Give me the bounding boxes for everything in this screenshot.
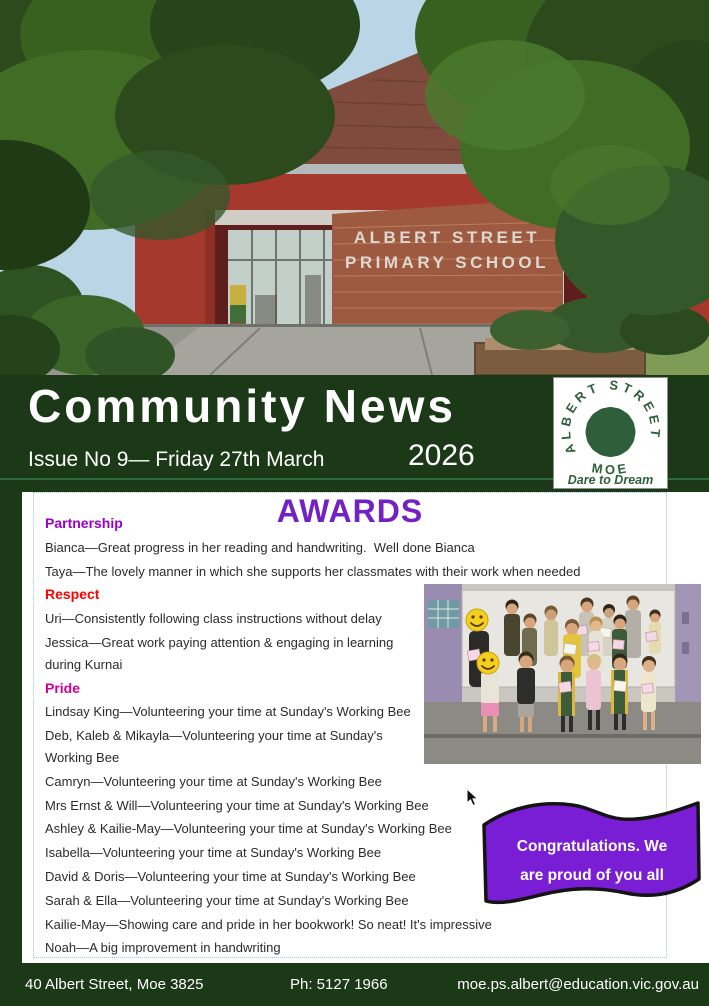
footer-address: 40 Albert Street, Moe 3825 [25,976,204,993]
award-entry: David & Doris—Volunteering your time at Sunday's Working Bee [45,868,416,884]
school-sign-line2: PRIMARY SCHOOL [345,253,549,272]
newsletter-title: Community News [28,380,456,432]
award-entry: Uri—Consistently following class instructions without delay [45,611,382,627]
classroom-poster [428,600,459,628]
award-entry: Kailie-May—Showing care and pride in her bookwork! So neat! It's impressive [45,916,492,932]
footer-email: moe.ps.albert@education.vic.gov.au [457,976,699,993]
award-entry: Noah—A big improvement in handwriting [45,940,281,956]
logo-sun-icon [585,406,637,458]
award-entry: Camryn—Volunteering your time at Sunday's Working Bee [45,773,382,789]
section-label-respect: Respect [45,586,100,603]
logo-arc-text: ALBERT STREET [557,378,664,457]
school-entrance-photo [0,0,709,375]
issue-line: Issue No 9— Friday 27th March [28,448,325,471]
award-entry: Lindsay King—Volunteering your time at Sunday's Working Bee [45,704,411,720]
section-label-pride: Pride [45,679,81,696]
congratulations-banner [476,795,707,917]
award-entry: Jessica—Great work paying attention & engaging in learning during Kurnai [45,634,397,672]
section-label-partnership: Partnership [45,515,123,531]
award-entry: Mrs Ernst & Will—Volunteering your time at Sunday's Working Bee [45,797,429,813]
award-entry: Isabella—Volunteering your time at Sunday's Working Bee [45,845,382,861]
award-entry: Bianca—Great progress in her reading and handwriting. Well done Bianca [45,539,475,555]
students-photo-wrapper [424,584,655,764]
mouse-cursor-icon [466,788,479,812]
awards-heading: AWARDS [276,493,424,529]
congrats-line2: are proud of you all [520,867,664,884]
award-entry: Sarah & Ella—Volunteering your time at Sunday's Working Bee [45,892,409,908]
award-entry: Deb, Kaleb & Mikayla—Volunteering your time at Sunday's Working Bee [45,728,387,765]
logo-moe-text: MOE [590,460,631,478]
students-awards-photo [424,584,701,764]
issue-year: 2026 [408,439,475,472]
award-entry: Ashley & Kailie-May—Volunteering your time at Sunday's Working Bee [45,821,452,837]
congrats-line1: Congratulations. We [516,838,668,855]
footer-phone: Ph: 5127 1966 [290,976,388,993]
footer-bar [0,963,709,1006]
school-logo [553,377,668,489]
smiley-face-icon [466,609,488,631]
logo-motto: Dare to Dream [567,473,654,487]
smiley-face-icon [477,652,499,674]
masthead-banner [0,375,709,492]
award-entry: Taya—The lovely manner in which she supports her classmates with their work when needed [45,563,581,579]
school-sign-line1: ALBERT STREET [353,228,541,247]
